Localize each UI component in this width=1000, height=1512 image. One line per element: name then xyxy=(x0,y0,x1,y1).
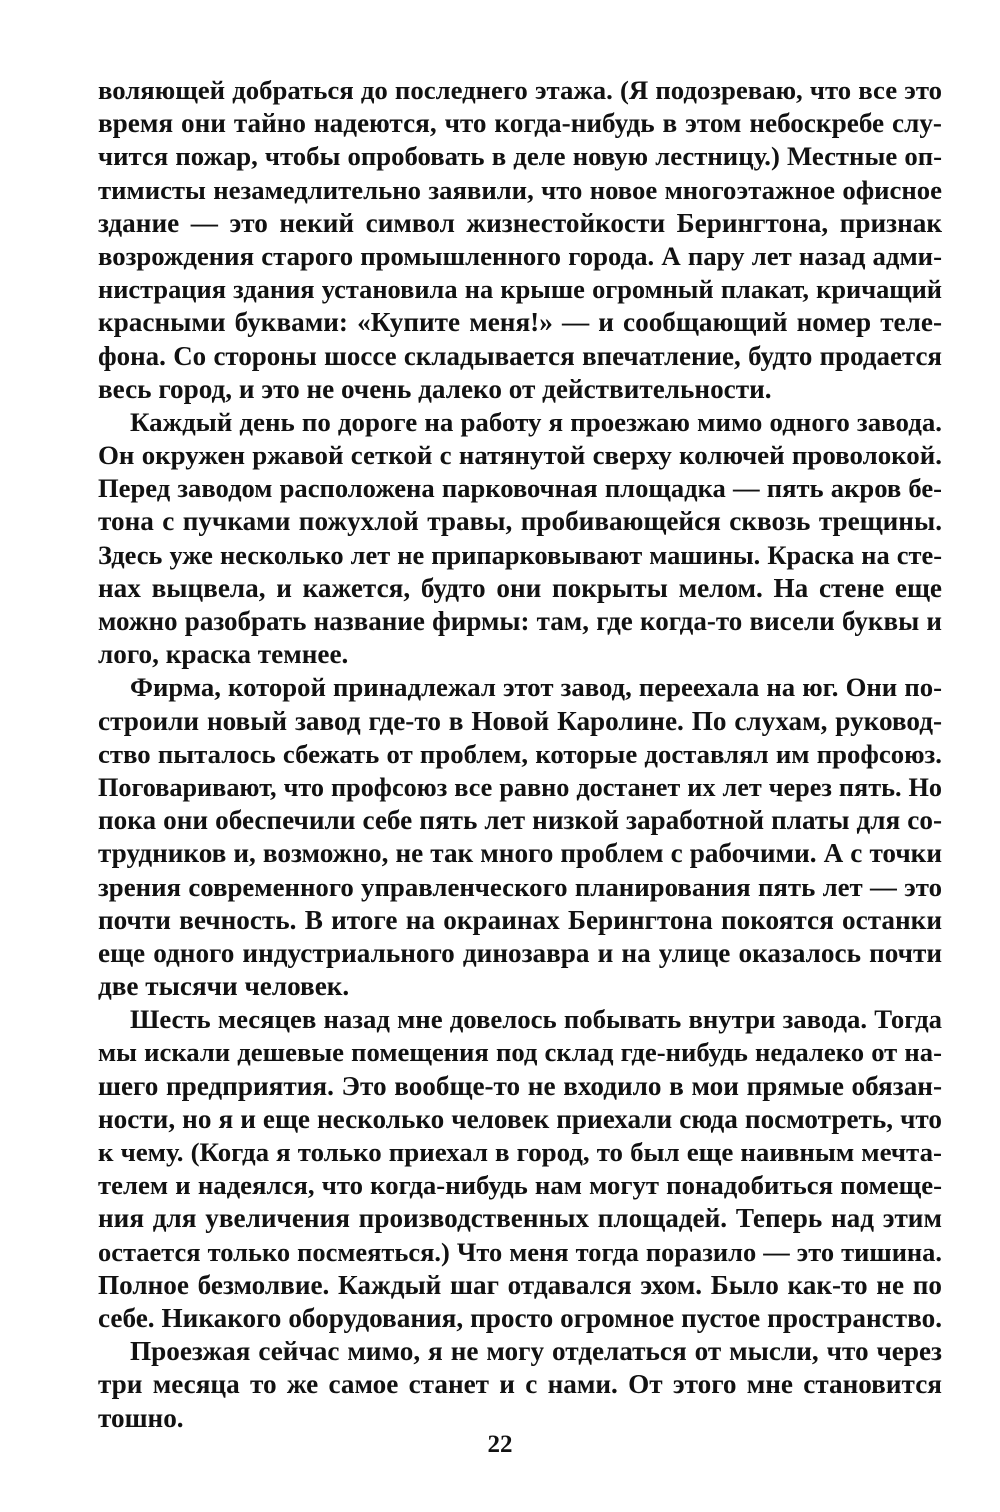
text-line: Проезжая сейчас мимо, я не могу отделаться от мысли, что через xyxy=(130,1336,942,1367)
text-line: три месяца то же самое станет и с нами. От этого мне становится xyxy=(98,1369,942,1400)
text-line: к чему. (Когда я только приехал в город, то был еще наивным мечта- xyxy=(98,1137,942,1167)
text-line: весь город, и это не очень далеко от действительности. xyxy=(98,373,772,404)
text-line: Он окружен ржавой сеткой с натянутой сверху колючей проволокой. xyxy=(98,440,942,471)
paragraph-1 xyxy=(98,74,942,406)
paragraph-4 xyxy=(98,1003,942,1335)
text-line: фона. Со стороны шоссе складывается впечатление, будто продается xyxy=(98,340,942,371)
paragraph-3 xyxy=(98,671,942,1003)
text-line: возрождения старого промышленного города. А пару лет назад адми- xyxy=(98,240,942,271)
text-line: шего предприятия. Это вообще-то не входило в мои прямые обязан- xyxy=(98,1070,942,1101)
text-line: Здесь уже несколько лет не припарковывают машины. Краска на сте- xyxy=(98,539,942,570)
text-line: время они тайно надеются, что когда-нибудь в этом небоскребе слу- xyxy=(98,108,942,139)
text-line: можно разобрать название фирмы: там, где когда-то висели буквы и xyxy=(98,606,942,636)
text-line: воляющей добраться до последнего этажа. (Я подозреваю, что все это xyxy=(98,75,942,105)
text-line: телем и надеялся, что когда-нибудь нам могут понадобиться помеще- xyxy=(98,1170,942,1201)
text-line: здание — это некий символ жизнестойкости Берингтона, признак xyxy=(98,207,942,238)
text-line: еще одного индустриального динозавра и на улице оказалось почти xyxy=(98,937,942,968)
text-line: тошно. xyxy=(98,1402,184,1433)
paragraph-2 xyxy=(98,406,942,672)
text-line: себе. Никакого оборудования, просто огромное пустое пространство. xyxy=(98,1302,942,1333)
text-line: лого, краска темнее. xyxy=(98,639,349,670)
text-line: ности, но я и еще несколько человек приехали сюда посмотреть, что xyxy=(98,1103,942,1134)
text-line: остается только посмеяться.) Что меня тогда поразило — это тишина. xyxy=(98,1236,942,1267)
text-line: нах выцвела, и кажется, будто они покрыты мелом. На стене еще xyxy=(98,572,942,603)
text-line: трудников и, возможно, не так много проблем с рабочими. А с точки xyxy=(98,838,942,869)
page-number: 22 xyxy=(487,1431,513,1458)
body-text xyxy=(98,74,942,1435)
text-line: Фирма, которой принадлежал этот завод, переехала на юг. Они по- xyxy=(130,672,942,703)
text-line: зрения современного управленческого планирования пять лет — это xyxy=(98,871,942,902)
text-line: ство пыталось сбежать от проблем, которые доставлял им профсоюз. xyxy=(98,738,942,769)
paragraph-5 xyxy=(98,1335,942,1435)
text-line: чится пожар, чтобы опробовать в деле новую лестницу.) Местные оп- xyxy=(98,141,942,172)
text-line: пока они обеспечили себе пять лет низкой заработной платы для со- xyxy=(98,805,942,836)
text-line: Поговаривают, что профсоюз все равно достанет их лет через пять. Но xyxy=(98,772,942,802)
text-line: нистрация здания установила на крыше огромный плакат, кричащий xyxy=(98,274,942,305)
text-line: Полное безмолвие. Каждый шаг отдавался эхом. Было как-то не по xyxy=(98,1269,942,1300)
text-line: Шесть месяцев назад мне довелось побывать внутри завода. Тогда xyxy=(130,1004,942,1035)
text-line: строили новый завод где-то в Новой Каролине. По слухам, руковод- xyxy=(98,705,942,736)
text-line: тона с пучками пожухлой травы, пробивающейся сквозь трещины. xyxy=(98,506,942,537)
text-line: почти вечность. В итоге на окраинах Берингтона покоятся останки xyxy=(98,904,942,935)
text-line: мы искали дешевые помещения под склад где-нибудь недалеко от на- xyxy=(98,1037,942,1068)
text-line: две тысячи человек. xyxy=(98,971,350,1002)
text-line: Каждый день по дороге на работу я проезжаю мимо одного завода. xyxy=(130,406,942,437)
text-line: ния для увеличения производственных площадей. Теперь над этим xyxy=(98,1203,942,1234)
text-line: тимисты незамедлительно заявили, что новое многоэтажное офисное xyxy=(98,174,942,205)
text-line: Перед заводом расположена парковочная площадка — пять акров бе- xyxy=(98,473,942,504)
text-line: красными буквами: «Купите меня!» — и сообщающий номер теле- xyxy=(98,307,942,338)
